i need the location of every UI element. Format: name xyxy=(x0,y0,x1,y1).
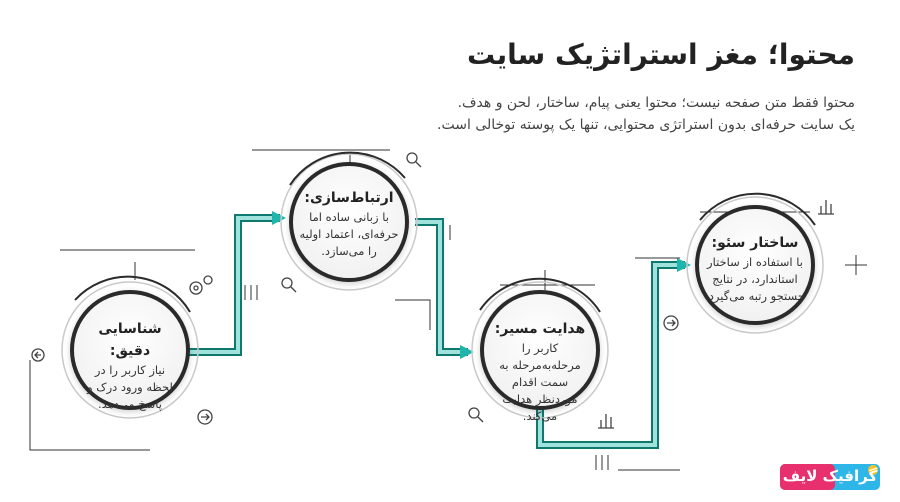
search-icon xyxy=(407,153,421,167)
step-3-body: کاربر را مرحله‌به‌مرحله به سمت اقدام موردنظر هدایت می‌کند. xyxy=(499,341,581,423)
step-2-body: با زبانی ساده اما حرفه‌ای، اعتماد اولیه را می‌سازد. xyxy=(299,210,399,258)
arrow-circle-icon xyxy=(32,349,44,361)
arrow-head-icon xyxy=(677,258,691,272)
step-3 xyxy=(490,318,590,425)
brand-logo xyxy=(780,462,880,490)
arrow-circle-icon xyxy=(198,410,212,424)
step-4-body: با استفاده از ساختار استاندارد، در نتایج جستجو رتبه می‌گیرد. xyxy=(705,255,805,303)
step-1 xyxy=(82,318,178,413)
page-title: محتوا؛ مغز استراتژیک سایت xyxy=(467,38,855,71)
arrow-circle-icon xyxy=(664,316,678,330)
flow-connector xyxy=(188,211,691,445)
step-1-body: نیاز کاربر را در لحظه ورود درک و پاسخ می‌دهد. xyxy=(87,363,173,411)
gear-icon xyxy=(190,276,212,294)
intro-line-2: یک سایت حرفه‌ای بدون استراتژی محتوایی، تنها یک پوسته توخالی است. xyxy=(437,117,855,133)
logo-text: گرافیک لایف xyxy=(782,467,878,485)
search-icon xyxy=(282,278,296,292)
bar-chart-icon xyxy=(818,200,834,214)
intro-line-1: محتوا فقط متن صفحه نیست؛ محتوا یعنی پیام، ساختار، لحن و هدف. xyxy=(457,95,855,111)
arrow-head-icon xyxy=(272,211,286,225)
search-icon xyxy=(469,408,483,422)
step-2 xyxy=(299,187,399,260)
step-4-title: ساختار سئو: xyxy=(711,235,799,251)
step-2-title: ارتباط‌سازی: xyxy=(304,190,394,206)
bar-chart-icon xyxy=(598,414,614,428)
step-4 xyxy=(705,232,805,305)
step-3-title: هدایت مسیر: xyxy=(494,321,586,337)
step-1-title: شناسایی دقیق: xyxy=(98,321,162,359)
